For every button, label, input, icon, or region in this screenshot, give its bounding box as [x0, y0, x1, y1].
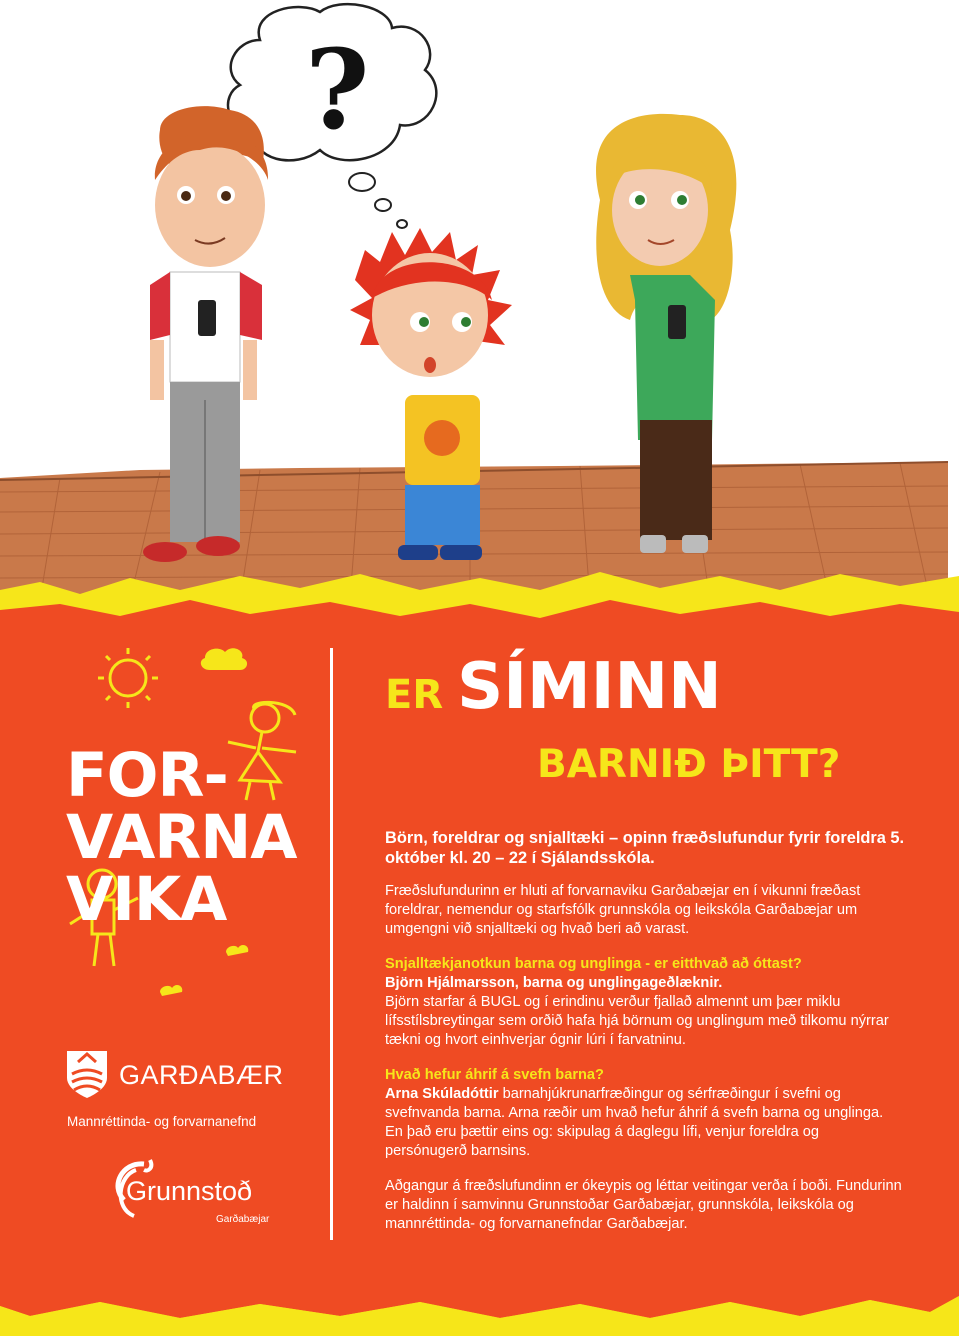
committee-name: Mannréttinda- og forvarnanefnd	[67, 1114, 257, 1129]
logo-line-2: VARNA	[66, 802, 297, 873]
sun-icon	[98, 648, 158, 708]
forvarnavika-logo	[66, 740, 297, 935]
logo-line-1: FOR-	[66, 740, 228, 811]
headline-er: ER	[385, 672, 444, 718]
section-2-text: barnahjúkrunarfræðingur og sérfræðingur í svefni og svefnvanda barna. Arna ræðir um hvað hefur áhrif á svefn barna og unglinga. En það eru þættir eins og: skipulag á daglegu lífi, venjur foreldra og persónugerð barnsins.	[385, 1086, 884, 1159]
section-1	[385, 955, 905, 1050]
gardabaer-logo	[64, 1048, 304, 1104]
headline-siminn: SÍMINN	[457, 650, 722, 724]
gardabaer-shield-icon	[64, 1048, 110, 1100]
section-1-speaker: Björn Hjálmarsson, barna og unglingageðlæknir.	[385, 975, 723, 991]
grunnstod-sub: Garðabæjar	[216, 1214, 270, 1225]
cloud-icon	[201, 648, 247, 670]
panel-divider	[330, 648, 333, 1240]
gardabaer-name: GARÐABÆR	[119, 1060, 284, 1090]
section-2-heading: Hvað hefur áhrif á svefn barna?	[385, 1067, 604, 1083]
logo-line-3: VIKA	[66, 864, 227, 935]
closing-paragraph: Aðgangur á fræðslufundinn er ókeypis og léttar veitingar verða í boði. Fundurinn er haldinn í samvinnu Grunnstoðar Garðabæjar, grunnskóla, leikskóla og mannréttinda- og forvarnanefndar Garðabæjar.	[385, 1178, 902, 1232]
headline-line-1	[385, 650, 722, 740]
section-1-heading: Snjalltækjanotkun barna og unglinga - er eitthvað að óttast?	[385, 956, 802, 972]
children-illustration	[0, 0, 959, 620]
section-1-text: Björn starfar á BUGL og í erindinu verður fjallað almennt um þær miklu lífsstílsbreytingar sem orðið hafa hjá börnum og unglingum með tilkomu nýrrar tækni og hvort einhverjar ógnir lúri í farvatninu.	[385, 994, 889, 1048]
left-column	[0, 640, 330, 1320]
cloud-icon	[160, 945, 248, 996]
intro-paragraph: Fræðslufundurinn er hluti af forvarnaviku Garðabæjar en í vikunni fræðast foreldrar, nemendur og starfsfólk grunnskóla og leikskóla Garðabæjar um umgengni við snjalltæki og hvað beri að varast.	[385, 883, 861, 937]
grunnstod-logo	[104, 1156, 304, 1236]
headline-line-2: BARNIÐ ÞITT?	[537, 742, 841, 787]
question-mark-icon: ?	[305, 25, 370, 154]
grunnstod-name: Grunnstoð	[126, 1176, 253, 1206]
section-2-speaker: Arna Skúladóttir	[385, 1086, 499, 1102]
body-text	[385, 828, 905, 1250]
lead-paragraph: Börn, foreldrar og snjalltæki – opinn fræðslufundur fyrir foreldra 5. október kl. 20 – 22 í Sjálandsskóla.	[385, 829, 905, 867]
section-2	[385, 1066, 905, 1161]
